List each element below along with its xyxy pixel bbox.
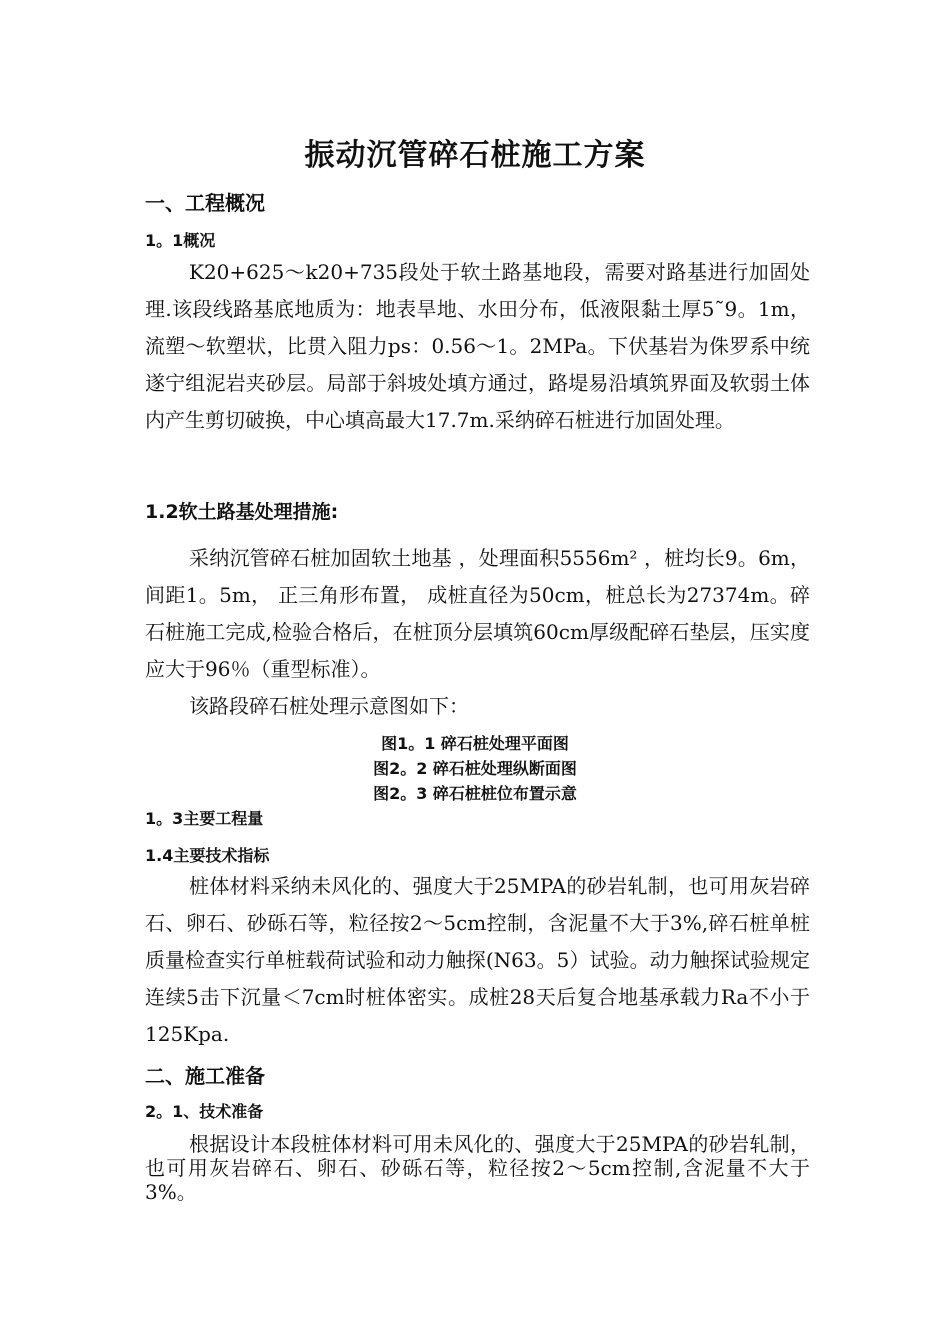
paragraph-1-4: 桩体材料采纳未风化的、强度大于25MPA的砂岩轧制，也可用灰岩碎石、卵石、砂砾石等，粒径按2～5cm控制，含泥量不大于3%,碎石桩单桩质量检查实行单桩载荷试验和动力触探(N63。5）试验。动力触探试验规定连续5击下沉量＜7cm时桩体密实。成桩28天后复合地基承载力Ra不小于125Kpa. [145, 874, 810, 1046]
subsection-heading-2-1: 2。1、技术准备 [145, 1102, 264, 1121]
subsection-heading-1-1: 1。1概况 [145, 231, 216, 250]
paragraph-1-2: 采纳沉管碎石桩加固软土地基 ，处理面积5556m² ，桩均长9。6m，间距1。5m， 正三角形布置， 成桩直径为50cm，桩总长为27374m。碎石桩施工完成,检验合格后，在桩顶分层填筑60cm厚级配碎石垫层，压实度应大于96％（重型标准）。 [145, 546, 810, 681]
document-title: 振动沉管碎石桩施工方案 [304, 138, 646, 173]
paragraph-2-1: 根据设计本段桩体材料可用未风化的、强度大于25MPA的砂岩轧制，也可用灰岩碎石、卵石、砂砾石等，粒径按2～5cm控制,含泥量不大于3%。 [145, 1132, 810, 1204]
figure-caption-1: 图1。1 碎石桩处理平面图 [381, 734, 569, 753]
section-heading-1: 一、工程概况 [145, 191, 265, 215]
subsection-heading-1-2: 1.2软土路基处理措施: [145, 501, 339, 523]
subsection-heading-1-4: 1.4主要技术指标 [145, 846, 270, 865]
figure-caption-3: 图2。3 碎石桩桩位布置示意 [373, 784, 577, 803]
section-heading-2: 二、施工准备 [145, 1064, 265, 1088]
figure-caption-2: 图2。2 碎石桩处理纵断面图 [373, 759, 577, 778]
paragraph-1-1: K20+625～k20+735段处于软土路基地段，需要对路基进行加固处理.该段线路基底地质为：地表旱地、水田分布，低液限黏土厚5˜9。1m，流塑～软塑状，比贯入阻力ps：0.56～1。2MPa。下伏基岩为侏罗系中统遂宁组泥岩夹砂层。局部于斜坡处填方通过，路堤易沿填筑界面及软弱土体内产生剪切破换，中心填高最大17.7m.采纳碎石桩进行加固处理。 [145, 260, 810, 432]
paragraph-1-2-intro: 该路段碎石桩处理示意图如下： [189, 694, 469, 718]
subsection-heading-1-3: 1。3主要工程量 [145, 809, 264, 828]
